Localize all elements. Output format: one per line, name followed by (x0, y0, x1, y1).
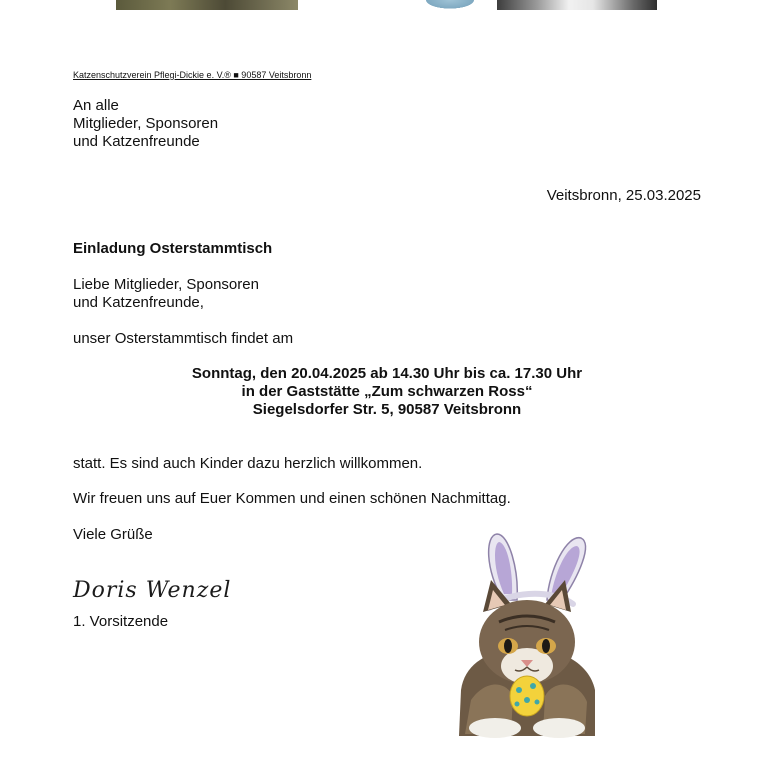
event-address: Siegelsdorfer Str. 5, 90587 Veitsbronn (252, 401, 522, 418)
header-photo-left (116, 0, 298, 10)
event-details (0, 365, 768, 419)
salutation-block (73, 276, 259, 312)
recipient-line: und Katzenfreunde (73, 133, 200, 150)
header-photo-right (497, 0, 657, 10)
intro-text: unser Osterstammtisch findet am (73, 330, 294, 347)
event-date-time: Sonntag, den 20.04.2025 ab 14.30 Uhr bis ca. 17.30 Uhr (191, 365, 583, 382)
closing-text: Viele Grüße (73, 526, 153, 543)
body-paragraph: statt. Es sind auch Kinder dazu herzlich willkommen. (73, 455, 423, 472)
sender-line: Katzenschutzverein Pflegi-Dickie e. V.® ■ 90587 Veitsbronn (73, 70, 312, 80)
recipient-line: Mitglieder, Sponsoren (73, 115, 219, 132)
easter-egg (510, 676, 544, 716)
signature-role: 1. Vorsitzende (73, 613, 169, 630)
salutation-line: und Katzenfreunde, (73, 294, 204, 311)
header-paw-graphic (422, 0, 478, 10)
easter-kitten-image (455, 530, 600, 742)
event-venue: in der Gaststätte „Zum schwarzen Ross“ (241, 383, 533, 400)
signature: Doris Wenzel (73, 578, 232, 603)
recipient-block (73, 97, 218, 151)
letter-date: Veitsbronn, 25.03.2025 (546, 187, 701, 204)
letter-subject: Einladung Osterstammtisch (73, 240, 273, 257)
recipient-line: An alle (73, 97, 119, 114)
salutation-line: Liebe Mitglieder, Sponsoren (73, 276, 259, 293)
body-paragraph: Wir freuen uns auf Euer Kommen und einen schönen Nachmittag. (73, 490, 511, 507)
